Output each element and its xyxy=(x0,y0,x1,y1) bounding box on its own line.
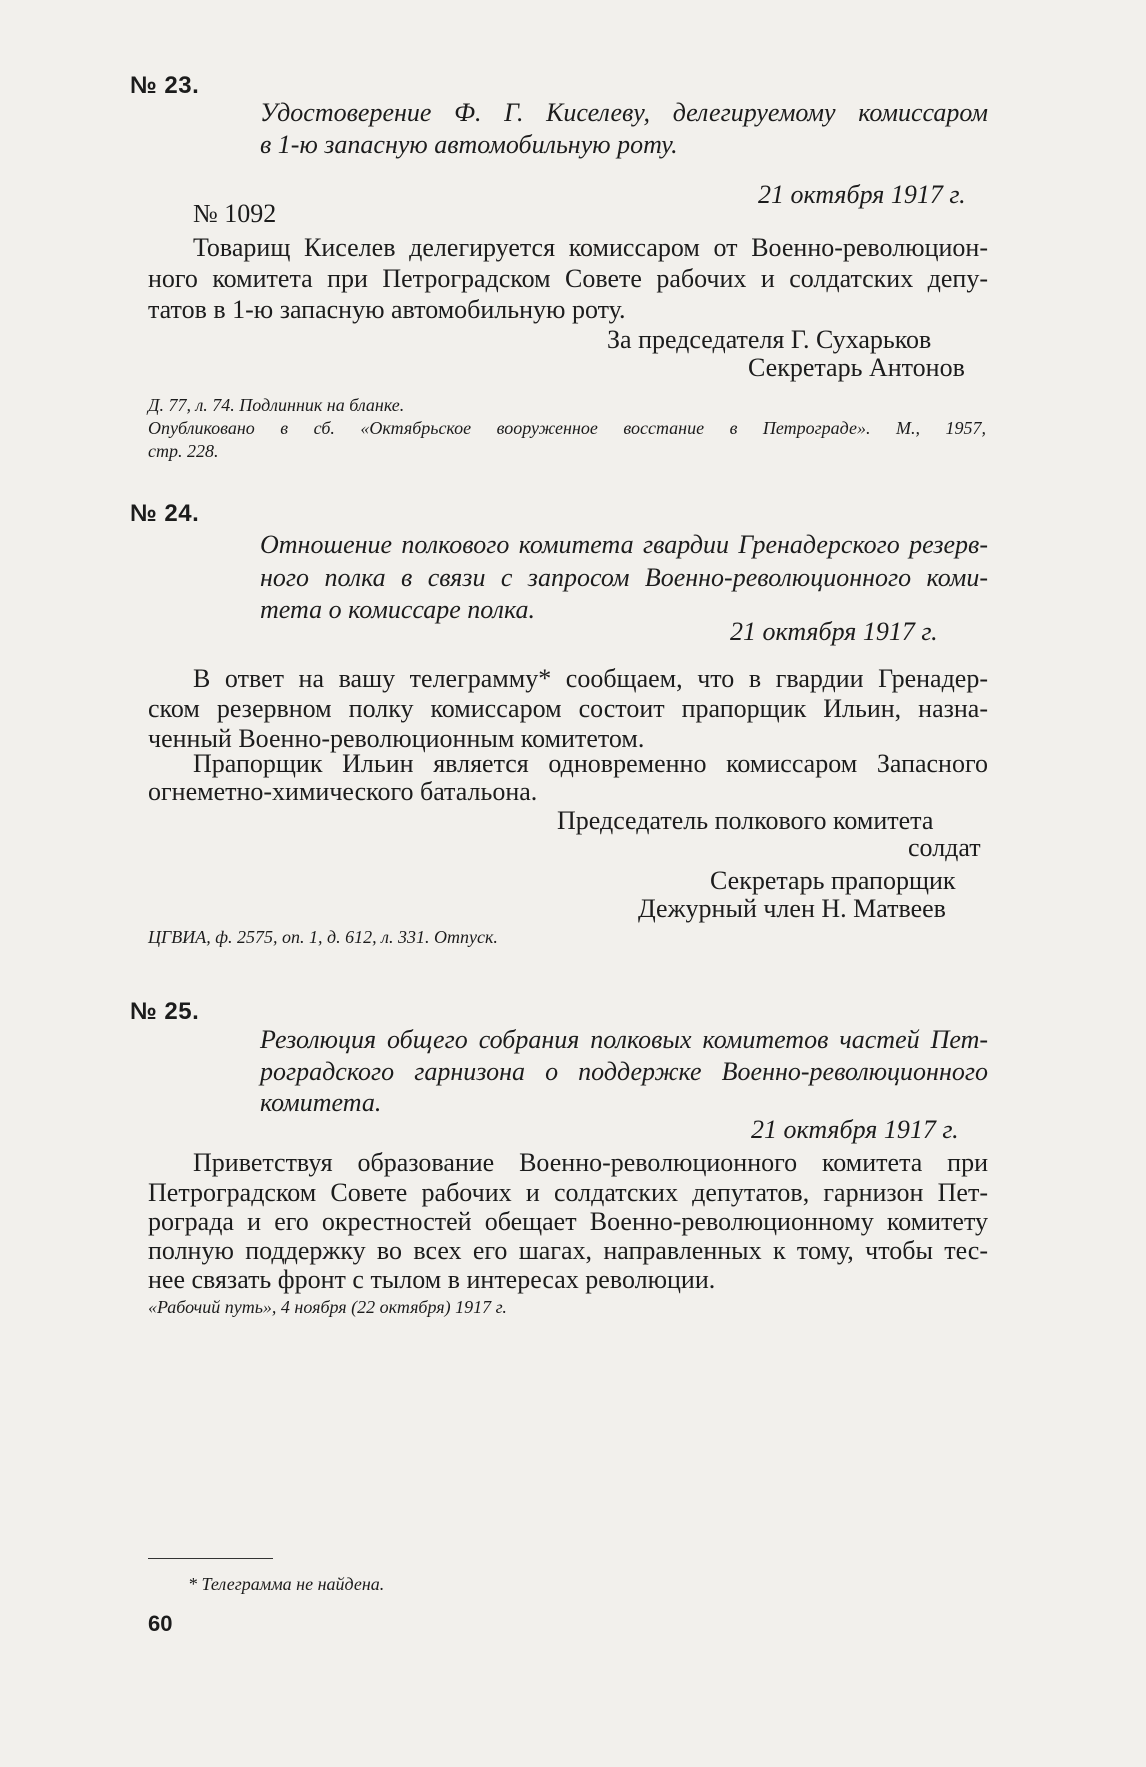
doc-24-signature-secretary: Секретарь прапорщик xyxy=(710,866,956,895)
doc-24-date: 21 октября 1917 г. xyxy=(730,617,938,646)
doc-24-title-line-1: Отношение полкового комитета гвардии Гренадерского резерв- xyxy=(260,530,988,559)
doc-25-date: 21 октября 1917 г. xyxy=(751,1115,959,1144)
doc-23-signature-chair: За председателя Г. Сухарьков xyxy=(607,325,932,354)
doc-23-source-line-2: Опубликовано в сб. «Октябрьское вооруженное восстание в Петрограде». М., 1957, xyxy=(148,418,986,438)
doc-23-title-line-2: в 1-ю запасную автомобильную роту. xyxy=(260,130,678,159)
doc-23-title-line-1: Удостоверение Ф. Г. Киселеву, делегируемому комиссаром xyxy=(260,98,988,127)
doc-25-title-line-3: комитета. xyxy=(260,1088,382,1117)
doc-24-source-line-1: ЦГВИА, ф. 2575, оп. 1, д. 612, л. 331. Отпуск. xyxy=(148,927,498,947)
doc-23-date: 21 октября 1917 г. xyxy=(758,180,966,209)
doc-25-number: № 25. xyxy=(130,998,200,1025)
doc-23-body-line-1: Товарищ Киселев делегируется комиссаром от Военно-революцион- xyxy=(193,233,988,262)
doc-24-signature-rank: солдат xyxy=(908,833,981,862)
doc-24-body-line-5: огнеметно-химического батальона. xyxy=(148,777,538,806)
footnote: * Телеграмма не найдена. xyxy=(188,1574,385,1594)
page-number: 60 xyxy=(148,1611,173,1636)
doc-25-source-line-1: «Рабочий путь», 4 ноября (22 октября) 1917 г. xyxy=(148,1297,507,1317)
doc-24-body-line-1: В ответ на вашу телеграмму* сообщаем, что в гвардии Гренадер- xyxy=(193,664,988,693)
doc-25-title-line-2: роградского гарнизона о поддержке Военно-революционного xyxy=(260,1057,988,1086)
footnote-divider xyxy=(148,1558,273,1559)
doc-23-body-line-3: татов в 1-ю запасную автомобильную роту. xyxy=(148,295,626,324)
doc-25-body-line-3: рограда и его окрестностей обещает Военно-революционному комитету xyxy=(148,1207,988,1236)
doc-25-body-line-5: нее связать фронт с тылом в интересах революции. xyxy=(148,1265,716,1294)
doc-25-body-line-2: Петроградском Совете рабочих и солдатских депутатов, гарнизон Пет- xyxy=(148,1178,988,1207)
doc-25-body-line-1: Приветствуя образование Военно-революционного комитета при xyxy=(193,1148,988,1177)
doc-24-signature-member: Дежурный член Н. Матвеев xyxy=(638,894,946,923)
doc-24-body-line-2: ском резервном полку комиссаром состоит прапорщик Ильин, назна- xyxy=(148,694,988,723)
doc-23-signature-secretary: Секретарь Антонов xyxy=(748,353,965,382)
doc-25-body-line-4: полную поддержку во всех его шагах, направленных к тому, чтобы тес- xyxy=(148,1236,988,1265)
doc-23-source-line-3: стр. 228. xyxy=(148,441,219,461)
doc-24-signature-chair: Председатель полкового комитета xyxy=(557,806,934,835)
doc-23-source-line-1: Д. 77, л. 74. Подлинник на бланке. xyxy=(148,395,405,415)
doc-24-number: № 24. xyxy=(130,500,200,527)
doc-25-title-line-1: Резолюция общего собрания полковых комитетов частей Пет- xyxy=(260,1025,988,1054)
doc-23-body-line-2: ного комитета при Петроградском Совете рабочих и солдатских депу- xyxy=(148,264,988,293)
doc-24-title-line-3: тета о комиссаре полка. xyxy=(260,595,535,624)
doc-24-body-line-3: ченный Военно-революционным комитетом. xyxy=(148,724,645,753)
doc-24-body-line-4: Прапорщик Ильин является одновременно комиссаром Запасного xyxy=(193,749,988,778)
doc-23-ref-number: № 1092 xyxy=(193,199,277,228)
doc-23-number: № 23. xyxy=(130,72,200,99)
doc-24-title-line-2: ного полка в связи с запросом Военно-революционного коми- xyxy=(260,563,988,592)
